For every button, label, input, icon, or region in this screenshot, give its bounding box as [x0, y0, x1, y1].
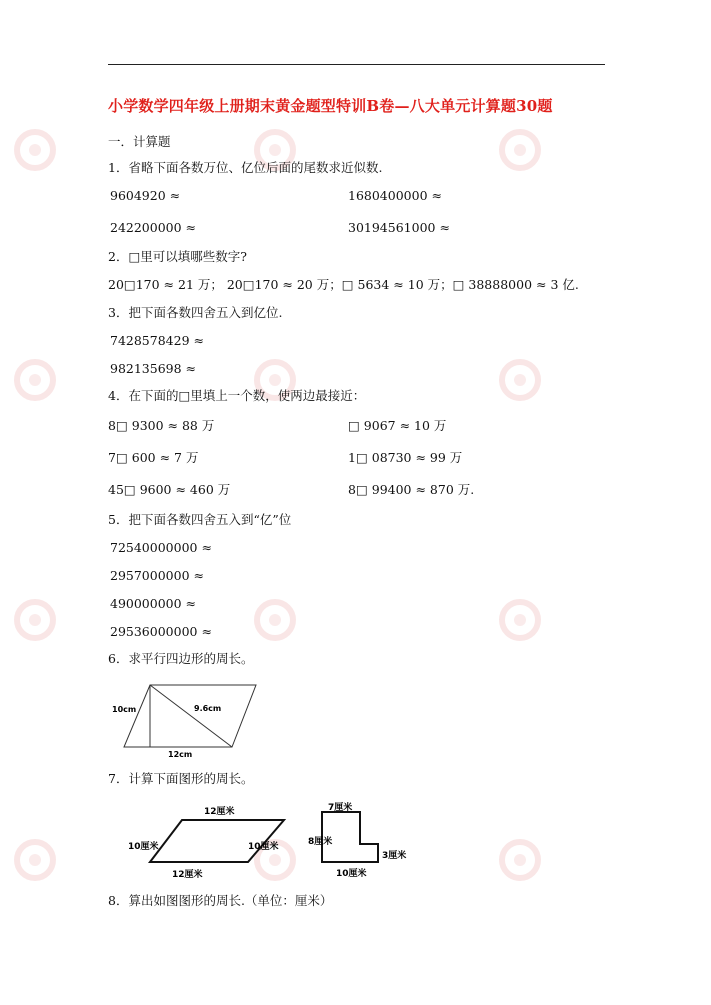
step-length-label: 3厘米 — [382, 851, 407, 861]
parallelogram-figure — [124, 800, 294, 882]
question-3-prompt: 3．把下面各数四舍五入到亿位. — [108, 305, 283, 320]
question-5-item: 2957000000 ≈ — [110, 568, 204, 583]
question-7-prompt: 7．计算下面图形的周长。 — [108, 771, 254, 786]
header-rule — [108, 64, 605, 65]
question-4-item: 45□ 9600 ≈ 460 万 — [108, 482, 231, 497]
parallelogram-diagram — [108, 680, 263, 762]
question-3-item: 7428578429 ≈ — [110, 333, 204, 348]
top-length-label: 7厘米 — [328, 803, 353, 813]
bottom-length-label: 10厘米 — [336, 869, 367, 879]
question-4-item: 8□ 9300 ≈ 88 万 — [108, 418, 215, 433]
question-2-prompt: 2．□里可以填哪些数字? — [108, 249, 247, 264]
question-1-item: 30194561000 ≈ — [348, 220, 450, 235]
height-label: 10cm — [112, 705, 137, 714]
question-5-item: 72540000000 ≈ — [110, 540, 212, 555]
question-2-line: 20□170 ≈ 21 万； 20□170 ≈ 20 万；□ 5634 ≈ 10 万；□ 38888000 ≈ 3 亿. — [108, 277, 579, 292]
question-6-prompt: 6．求平行四边形的周长。 — [108, 651, 254, 666]
question-3-item: 982135698 ≈ — [110, 361, 197, 376]
question-8-prompt: 8．算出如图图形的周长.（单位：厘米） — [108, 893, 333, 908]
top-side-label: 12厘米 — [204, 807, 235, 817]
right-side-label: 10厘米 — [248, 842, 279, 852]
question-1-item: 1680400000 ≈ — [348, 188, 442, 203]
page-title: 小学数学四年级上册期末黄金题型特训B卷—八大单元计算题30题 — [108, 97, 553, 115]
question-1-item: 242200000 ≈ — [110, 220, 197, 235]
base-label: 12cm — [168, 750, 193, 759]
diagonal-label: 9.6cm — [194, 704, 222, 713]
left-length-label: 8厘米 — [308, 837, 333, 847]
bottom-side-label: 12厘米 — [172, 870, 203, 880]
question-1-prompt: 1．省略下面各数万位、亿位后面的尾数求近似数. — [108, 160, 383, 175]
question-5-item: 490000000 ≈ — [110, 596, 197, 611]
section-heading: 一．计算题 — [108, 134, 171, 149]
question-5-prompt: 5．把下面各数四舍五入到“亿”位 — [108, 512, 292, 527]
question-1-item: 9604920 ≈ — [110, 188, 181, 203]
composite-shape-figure — [308, 800, 418, 882]
question-5-item: 29536000000 ≈ — [110, 624, 212, 639]
question-4-item: 1□ 08730 ≈ 99 万 — [348, 450, 463, 465]
question-4-item: 7□ 600 ≈ 7 万 — [108, 450, 199, 465]
question-4-prompt: 4．在下面的□里填上一个数，使两边最接近： — [108, 388, 366, 403]
left-side-label: 10厘米 — [128, 842, 159, 852]
question-4-item: □ 9067 ≈ 10 万 — [348, 418, 447, 433]
question-4-item: 8□ 99400 ≈ 870 万. — [348, 482, 475, 497]
